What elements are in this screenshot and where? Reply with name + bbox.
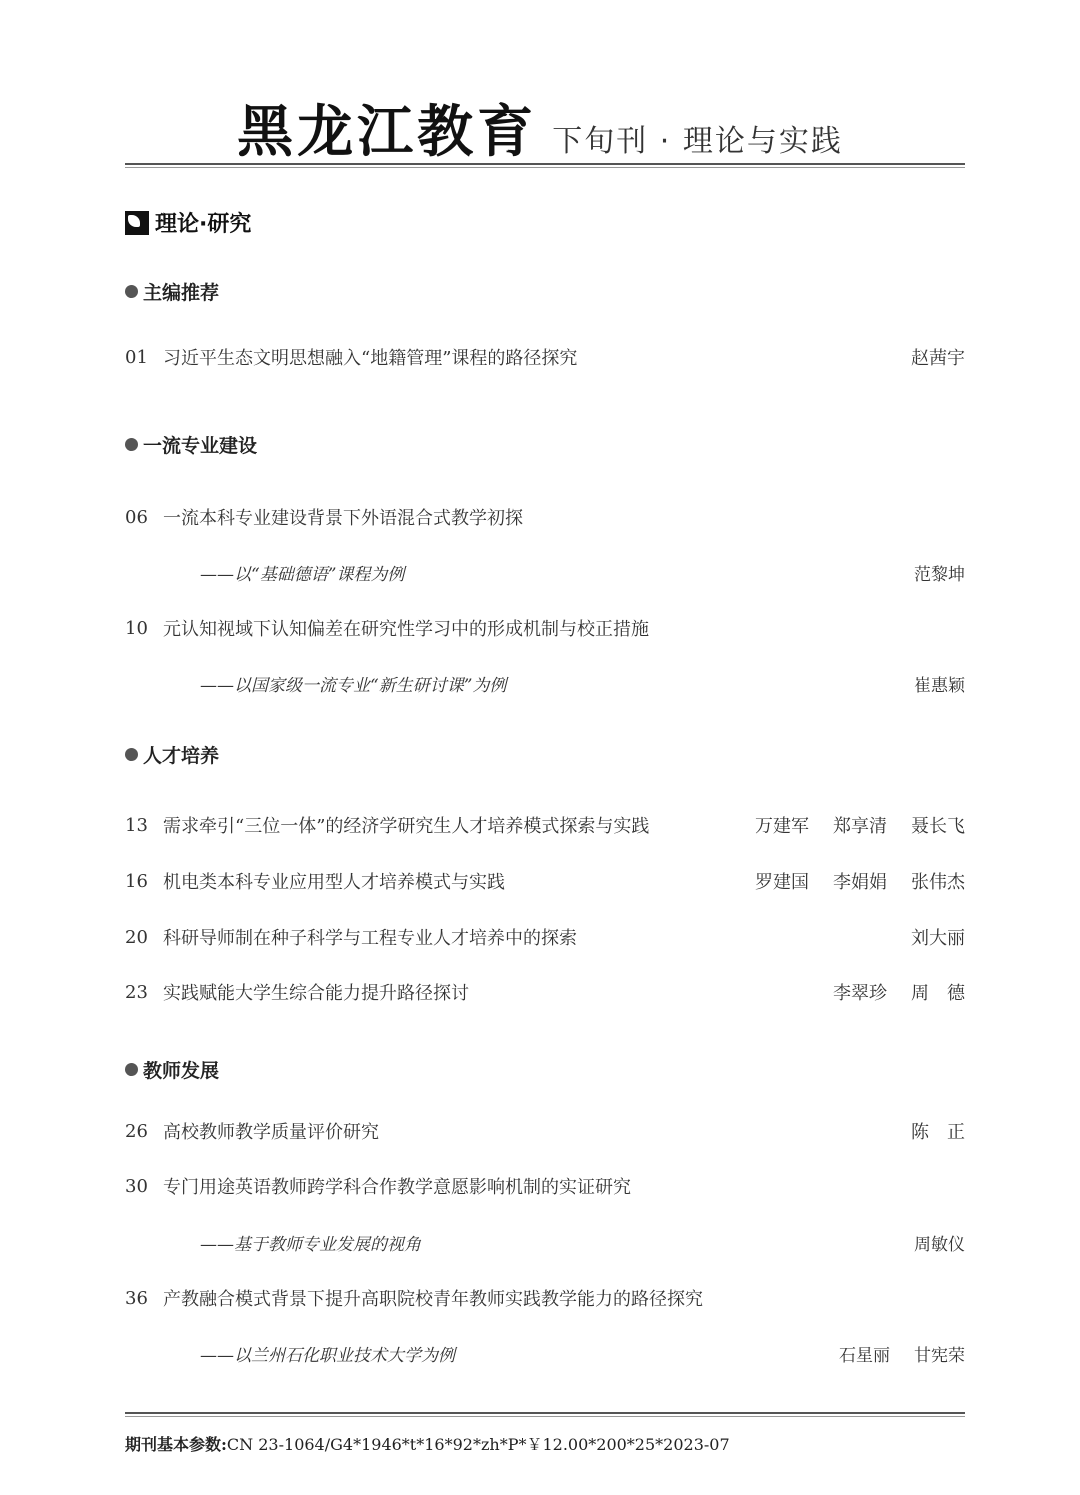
author: 周敏仪 [914, 1234, 965, 1255]
author: 李娟娟 [833, 872, 887, 893]
map-icon [125, 211, 149, 235]
journal-title: 黑龙江教育 [237, 99, 538, 165]
author: 石星丽 [839, 1345, 890, 1366]
header-rule-thin [125, 167, 965, 168]
article-authors [911, 344, 965, 370]
author: 李翠珍 [833, 983, 887, 1004]
journal-parameters [125, 1432, 730, 1455]
bullet-icon [125, 748, 138, 761]
footer-rule-thin [125, 1416, 965, 1417]
author: 范黎坤 [914, 564, 965, 585]
author: 崔惠颖 [914, 675, 965, 696]
toc-entry[interactable] [125, 613, 965, 643]
article-authors [914, 671, 965, 696]
article-title: 专门用途英语教师跨学科合作教学意愿影响机制的实证研究 [163, 1177, 631, 1198]
toc-entry[interactable] [125, 866, 965, 896]
article-title: 科研导师制在种子科学与工程专业人才培养中的探索 [163, 928, 577, 949]
article-subtitle: ——以兰州石化职业技术大学为例 [200, 1345, 455, 1366]
section-heading-talent [125, 741, 219, 768]
toc-entry[interactable] [125, 342, 965, 372]
toc-entry-subtitle [200, 668, 965, 698]
page-number: 16 [125, 870, 148, 892]
toc-entry[interactable] [125, 922, 965, 952]
article-authors [914, 560, 965, 585]
article-authors [914, 1230, 965, 1255]
author: 陈 正 [911, 1122, 965, 1143]
toc-entry[interactable] [125, 810, 965, 840]
toc-entry[interactable] [125, 1283, 965, 1313]
article-authors [833, 979, 965, 1005]
author: 万建军 [755, 816, 809, 837]
toc-entry[interactable] [125, 1171, 965, 1201]
article-authors [911, 924, 965, 950]
article-title: 产教融合模式背景下提升高职院校青年教师实践教学能力的路径探究 [163, 1289, 703, 1310]
page-number: 26 [125, 1120, 148, 1142]
bullet-icon [125, 285, 138, 298]
article-title: 实践赋能大学生综合能力提升路径探讨 [163, 983, 469, 1004]
page-number: 23 [125, 981, 148, 1003]
author: 郑享清 [833, 816, 887, 837]
column-title: 理论·研究 [155, 212, 252, 237]
author: 张伟杰 [911, 872, 965, 893]
section-heading-teacher [125, 1056, 219, 1083]
journal-subtitle: 下旬刊 · 理论与实践 [552, 124, 843, 159]
article-subtitle: ——以“基础德语”课程为例 [200, 564, 405, 585]
footer-rule [125, 1412, 965, 1414]
article-authors [755, 812, 965, 838]
section-heading-editor-pick [125, 278, 219, 305]
page-number: 01 [125, 346, 148, 368]
page-number: 10 [125, 617, 148, 639]
toc-entry[interactable] [125, 977, 965, 1007]
author: 赵茜宇 [911, 348, 965, 369]
author: 聂长飞 [911, 816, 965, 837]
article-title: 一流本科专业建设背景下外语混合式教学初探 [163, 508, 523, 529]
article-subtitle: ——基于教师专业发展的视角 [200, 1234, 421, 1255]
parameters-value: CN 23-1064/G4*1946*t*16*92*zh*P*￥12.00*200*25*2023-07 [226, 1435, 730, 1454]
article-title: 元认知视域下认知偏差在研究性学习中的形成机制与校正措施 [163, 619, 649, 640]
toc-entry-subtitle [200, 1227, 965, 1257]
toc-entry[interactable] [125, 502, 965, 532]
article-authors [911, 1118, 965, 1144]
column-heading [125, 207, 251, 238]
page-number: 06 [125, 506, 148, 528]
toc-entry-subtitle [200, 1338, 965, 1368]
toc-entry[interactable] [125, 1116, 965, 1146]
section-title: 主编推荐 [143, 282, 220, 304]
page-number: 20 [125, 926, 148, 948]
section-title: 人才培养 [143, 745, 220, 767]
article-title: 高校教师教学质量评价研究 [163, 1122, 379, 1143]
bullet-icon [125, 438, 138, 451]
article-title: 习近平生态文明思想融入“地籍管理”课程的路径探究 [163, 348, 578, 369]
article-title: 需求牵引“三位一体”的经济学研究生人才培养模式探索与实践 [163, 816, 650, 837]
page-number: 30 [125, 1175, 148, 1197]
toc-entry-subtitle [200, 557, 965, 587]
author: 周 德 [911, 983, 965, 1004]
article-subtitle: ——以国家级一流专业“新生研讨课”为例 [200, 675, 507, 696]
page-number: 36 [125, 1287, 148, 1309]
author: 罗建国 [755, 872, 809, 893]
bullet-icon [125, 1063, 138, 1076]
header-rule [125, 163, 965, 165]
author: 刘大丽 [911, 928, 965, 949]
author: 甘宪荣 [914, 1345, 965, 1366]
masthead [0, 88, 1080, 168]
article-authors [839, 1341, 965, 1366]
parameters-label: 期刊基本参数: [125, 1435, 227, 1454]
section-title: 教师发展 [143, 1060, 220, 1082]
page-number: 13 [125, 814, 148, 836]
article-title: 机电类本科专业应用型人才培养模式与实践 [163, 872, 505, 893]
article-authors [755, 868, 965, 894]
section-heading-first-class [125, 431, 257, 458]
section-title: 一流专业建设 [143, 435, 258, 457]
